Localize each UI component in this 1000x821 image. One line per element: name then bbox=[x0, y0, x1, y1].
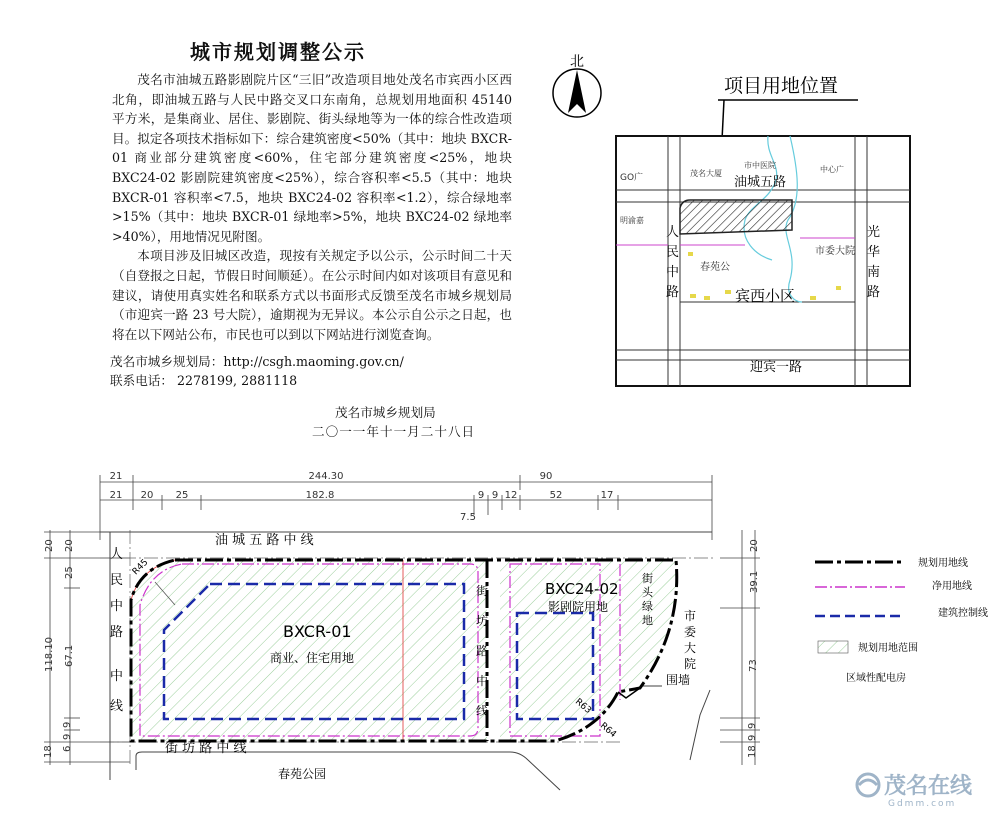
svg-text:院: 院 bbox=[684, 657, 697, 671]
map-center-label: 中心广 bbox=[820, 165, 844, 174]
parcel2-use: 影剧院用地 bbox=[548, 600, 609, 614]
svg-text:路: 路 bbox=[867, 285, 881, 300]
dim-right-3: 9 bbox=[747, 722, 758, 729]
dim-top-2: 90 bbox=[539, 471, 553, 482]
dim-right-1: 39.1 bbox=[749, 570, 760, 593]
svg-text:光: 光 bbox=[867, 225, 881, 240]
dim-ld-4: 9 bbox=[62, 733, 73, 740]
dim-ld-1: 25 bbox=[64, 566, 75, 579]
north-arrow-icon bbox=[553, 69, 601, 117]
parcel1-use: 商业、住宅用地 bbox=[270, 651, 355, 665]
legend-planning-line: 规划用地线 bbox=[918, 558, 968, 569]
notice-paragraph-1: 茂名市油城五路影剧院片区“三旧”改造项目地处茂名市宾西小区西北角，即油城五路与人民中路交叉口东南角，总规划用地面积 45140 平方米，是集商业、居住、影剧院、街头绿地等为一体的综合性改造项目。拟定各项技术指标如下：综合建筑密度<50%（其中：地块 BXCR-01 商业部分建筑密度<60%，住宅部分建筑密度<25%，地块 BXC24-02 影剧院建筑密度<25%），综合容积率<5.5（其中：地块 BXCR-01 容积率<7.5，地块 BXC24-02 容积率<1.2），综合绿地率>15%（其中：地块 BXCR-01 绿地率>5%，地块 BXC24-02 绿地率>40%），用地情况见附图。 bbox=[112, 72, 512, 244]
dim-ld-3: 9 bbox=[62, 721, 73, 728]
dim-d-2: 25 bbox=[175, 490, 189, 501]
website-line[interactable]: 茂名市城乡规划局：http://csgh.maoming.gov.cn/ bbox=[110, 354, 404, 369]
dim-right-0: 20 bbox=[749, 539, 760, 552]
map-committee-label: 市委大院 bbox=[815, 246, 855, 257]
dim-top-1: 244.30 bbox=[308, 471, 344, 482]
dim-top-0: 21 bbox=[109, 471, 123, 482]
radius-r45: R45 bbox=[130, 557, 151, 578]
svg-text:坊: 坊 bbox=[476, 614, 489, 628]
svg-text:南: 南 bbox=[867, 265, 881, 280]
watermark-brand: 茂名在线 bbox=[884, 774, 973, 799]
svg-text:委: 委 bbox=[684, 625, 697, 639]
dim-right-2: 73 bbox=[748, 659, 759, 672]
dim-7-5: 7.5 bbox=[460, 512, 476, 523]
parcel1-code: BXCR-01 bbox=[283, 622, 352, 641]
contact-block bbox=[110, 352, 404, 390]
dim-d-7: 52 bbox=[549, 490, 563, 501]
wall-label: 围墙 bbox=[666, 673, 691, 687]
svg-text:华: 华 bbox=[867, 245, 881, 260]
svg-text:路: 路 bbox=[110, 625, 124, 640]
dim-d-4: 9 bbox=[477, 490, 485, 501]
svg-text:中: 中 bbox=[666, 265, 680, 280]
svg-text:中: 中 bbox=[110, 669, 124, 684]
phone-line: 联系电话： 2278199, 2881118 bbox=[110, 373, 298, 388]
svg-text:街: 街 bbox=[642, 572, 653, 585]
dim-left-0: 20 bbox=[44, 539, 55, 552]
svg-text:线: 线 bbox=[476, 704, 489, 718]
watermark-logo-icon bbox=[857, 774, 879, 796]
dim-d-3: 182.8 bbox=[305, 490, 335, 501]
dim-d-6: 12 bbox=[504, 490, 518, 501]
callout-label: 项目用地位置 bbox=[724, 75, 839, 97]
dim-d-0: 21 bbox=[109, 490, 123, 501]
map-district-label: 宾西小区 bbox=[735, 287, 796, 305]
legend-range: 规划用地范围 bbox=[858, 643, 918, 654]
dim-ld-2: 67.1 bbox=[64, 644, 75, 667]
north-label: 北 bbox=[570, 54, 584, 70]
dim-ld-0: 20 bbox=[64, 539, 75, 552]
dim-right-4: 9 bbox=[747, 734, 758, 741]
svg-text:街: 街 bbox=[476, 584, 489, 598]
dim-ld-5: 6 bbox=[62, 745, 73, 752]
notice-title: 城市规划调整公示 bbox=[190, 40, 366, 64]
map-road-bottom-label: 迎宾一路 bbox=[750, 360, 803, 375]
notice-paragraph-2: 本项目涉及旧城区改造，现按有关规定予以公示，公示时间二十天（自登报之日起，节假日时间顺延）。在公示时间内如对该项目有意见和建议，请使用真实姓名和联系方式以书面形式反馈至茂名市城乡规划局（市迎宾一路 23 号大院），逾期视为无异议。本公示自公示之日起，也将在以下网站公布，市民也可以到以下网站进行浏览查询。 bbox=[112, 248, 512, 342]
radius-r64: R64 bbox=[597, 720, 618, 741]
dim-d-8: 17 bbox=[600, 490, 614, 501]
svg-text:大: 大 bbox=[684, 641, 697, 655]
watermark-domain: Gdmm.com bbox=[888, 799, 957, 809]
svg-text:绿: 绿 bbox=[642, 600, 653, 613]
legend-substation: 区域性配电房 bbox=[846, 673, 906, 684]
dim-d-1: 20 bbox=[140, 490, 154, 501]
legend-control-line: 建筑控制线 bbox=[938, 608, 988, 619]
svg-text:市: 市 bbox=[684, 609, 697, 623]
svg-text:地: 地 bbox=[642, 614, 653, 627]
svg-text:民: 民 bbox=[666, 245, 680, 260]
site-watermark bbox=[848, 767, 988, 809]
svg-text:头: 头 bbox=[642, 586, 653, 599]
svg-text:中: 中 bbox=[476, 674, 489, 688]
agency-signature: 茂名市城乡规划局 bbox=[335, 405, 436, 420]
svg-text:民: 民 bbox=[110, 573, 124, 588]
legend bbox=[815, 556, 988, 684]
committee-label bbox=[684, 609, 696, 671]
dim-left-1: 118.10 bbox=[44, 637, 55, 672]
map-mingyu-label: 明渝嘉 bbox=[620, 216, 644, 225]
legend-net-line: 净用地线 bbox=[932, 581, 972, 592]
map-park-label: 春苑公 bbox=[700, 262, 730, 273]
map-hospital-label: 市中医院 bbox=[744, 161, 776, 170]
svg-text:路: 路 bbox=[666, 285, 680, 300]
svg-text:人: 人 bbox=[666, 225, 680, 240]
map-hotel-label: 茂名大厦 bbox=[690, 169, 722, 178]
svg-text:路: 路 bbox=[476, 644, 489, 658]
radius-r63: R63 bbox=[572, 696, 593, 717]
road-bottom-label: 街 坊 路 中 线 bbox=[165, 741, 247, 756]
svg-text:线: 线 bbox=[110, 699, 124, 714]
location-map bbox=[540, 40, 920, 400]
dim-right-5: 18 bbox=[747, 745, 758, 758]
notice-date: 二〇一一年十一月二十八日 bbox=[312, 424, 476, 439]
map-road-top-label: 油城五路 bbox=[734, 175, 787, 190]
dim-left-2: 18 bbox=[43, 745, 54, 758]
map-go-label: GO广 bbox=[620, 173, 644, 183]
park-label: 春苑公园 bbox=[278, 767, 327, 781]
svg-text:中: 中 bbox=[110, 599, 124, 614]
notice-body bbox=[112, 70, 512, 344]
road-left-label bbox=[110, 547, 123, 714]
svg-text:人: 人 bbox=[110, 547, 124, 562]
parcel2-code: BXC24-02 bbox=[545, 580, 619, 598]
dim-d-5: 9 bbox=[491, 490, 499, 501]
road-top-label: 油 城 五 路 中 线 bbox=[215, 533, 314, 548]
